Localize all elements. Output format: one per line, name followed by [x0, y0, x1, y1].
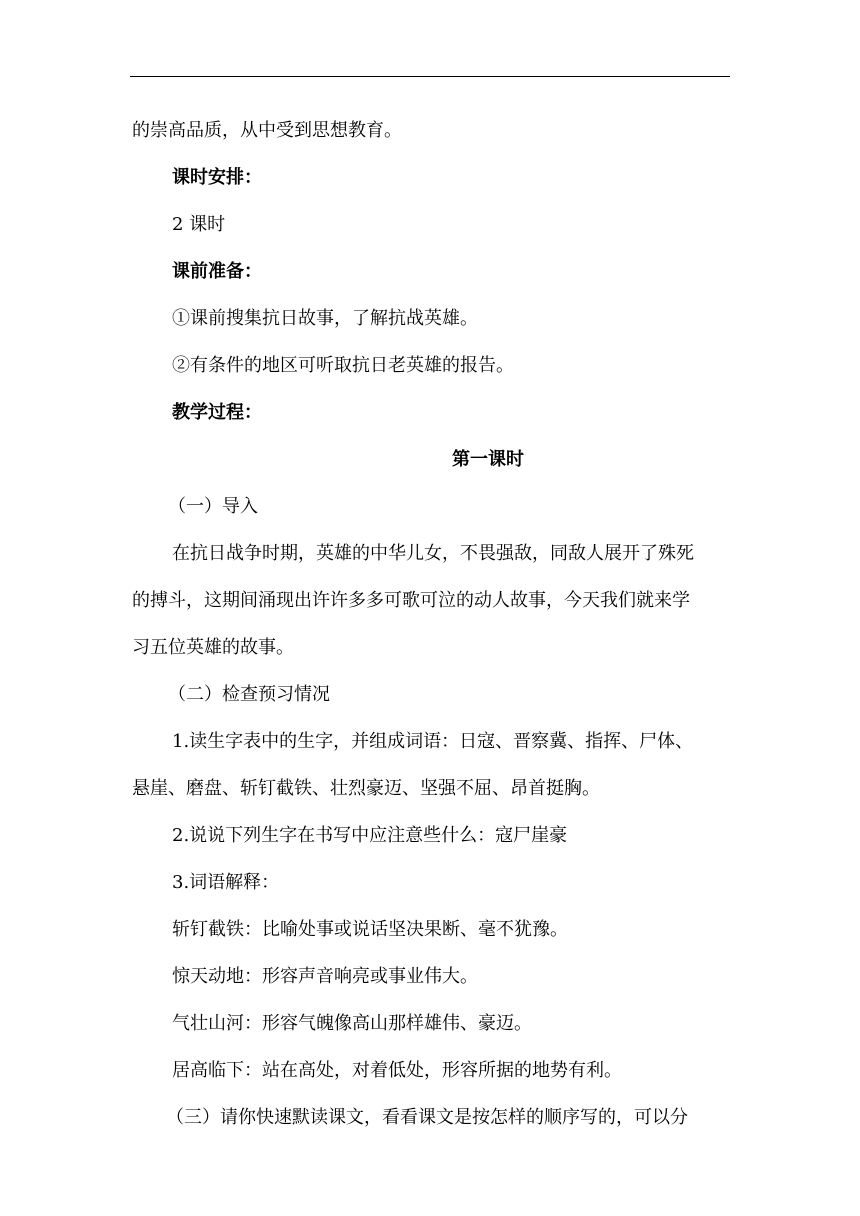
subsection-heading: （二）检查预习情况 — [168, 684, 330, 705]
definition-item: 惊天动地：形容声音响亮或事业伟大。 — [172, 966, 478, 987]
definition-item: 气壮山河：形容气魄像高山那样雄伟、豪迈。 — [172, 1013, 532, 1034]
paragraph-line: 的崇高品质，从中受到思想教育。 — [132, 120, 402, 141]
section-heading-process: 教学过程： — [172, 402, 262, 423]
paragraph-line: 习五位英雄的故事。 — [132, 637, 294, 658]
document-body — [132, 107, 772, 1141]
paragraph-line: 的搏斗，这期间涌现出许许多多可歌可泣的动人故事，今天我们就来学 — [132, 590, 690, 611]
paragraph-line: 1.读生字表中的生字，并组成词语：日寇、晋察冀、指挥、尸体、 — [172, 731, 694, 752]
list-item: ②有条件的地区可听取抗日老英雄的报告。 — [172, 355, 514, 376]
header-rule — [130, 76, 730, 77]
list-item: ①课前搜集抗日故事，了解抗战英雄。 — [172, 308, 478, 329]
paragraph-line: 2 课时 — [172, 214, 226, 235]
paragraph-line: 2.说说下列生字在书写中应注意些什么：寇尸崖豪 — [172, 825, 568, 846]
subsection-heading: （三）请你快速默读课文，看看课文是按怎样的顺序写的，可以分 — [166, 1107, 688, 1128]
paragraph-line: 3.词语解释： — [172, 872, 280, 893]
section-heading-preparation: 课前准备： — [172, 261, 262, 282]
subsection-heading: （一）导入 — [168, 496, 258, 517]
definition-item: 居高临下：站在高处，对着低处，形容所据的地势有利。 — [172, 1060, 622, 1081]
definition-item: 斩钉截铁：比喻处事或说话坚决果断、毫不犹豫。 — [172, 919, 568, 940]
section-heading-schedule: 课时安排： — [172, 167, 262, 188]
paragraph-line: 悬崖、磨盘、斩钉截铁、壮烈豪迈、坚强不屈、昂首挺胸。 — [132, 778, 600, 799]
paragraph-line: 在抗日战争时期，英雄的中华儿女，不畏强敌，同敌人展开了殊死 — [172, 543, 694, 564]
lesson-title: 第一课时 — [452, 449, 524, 470]
